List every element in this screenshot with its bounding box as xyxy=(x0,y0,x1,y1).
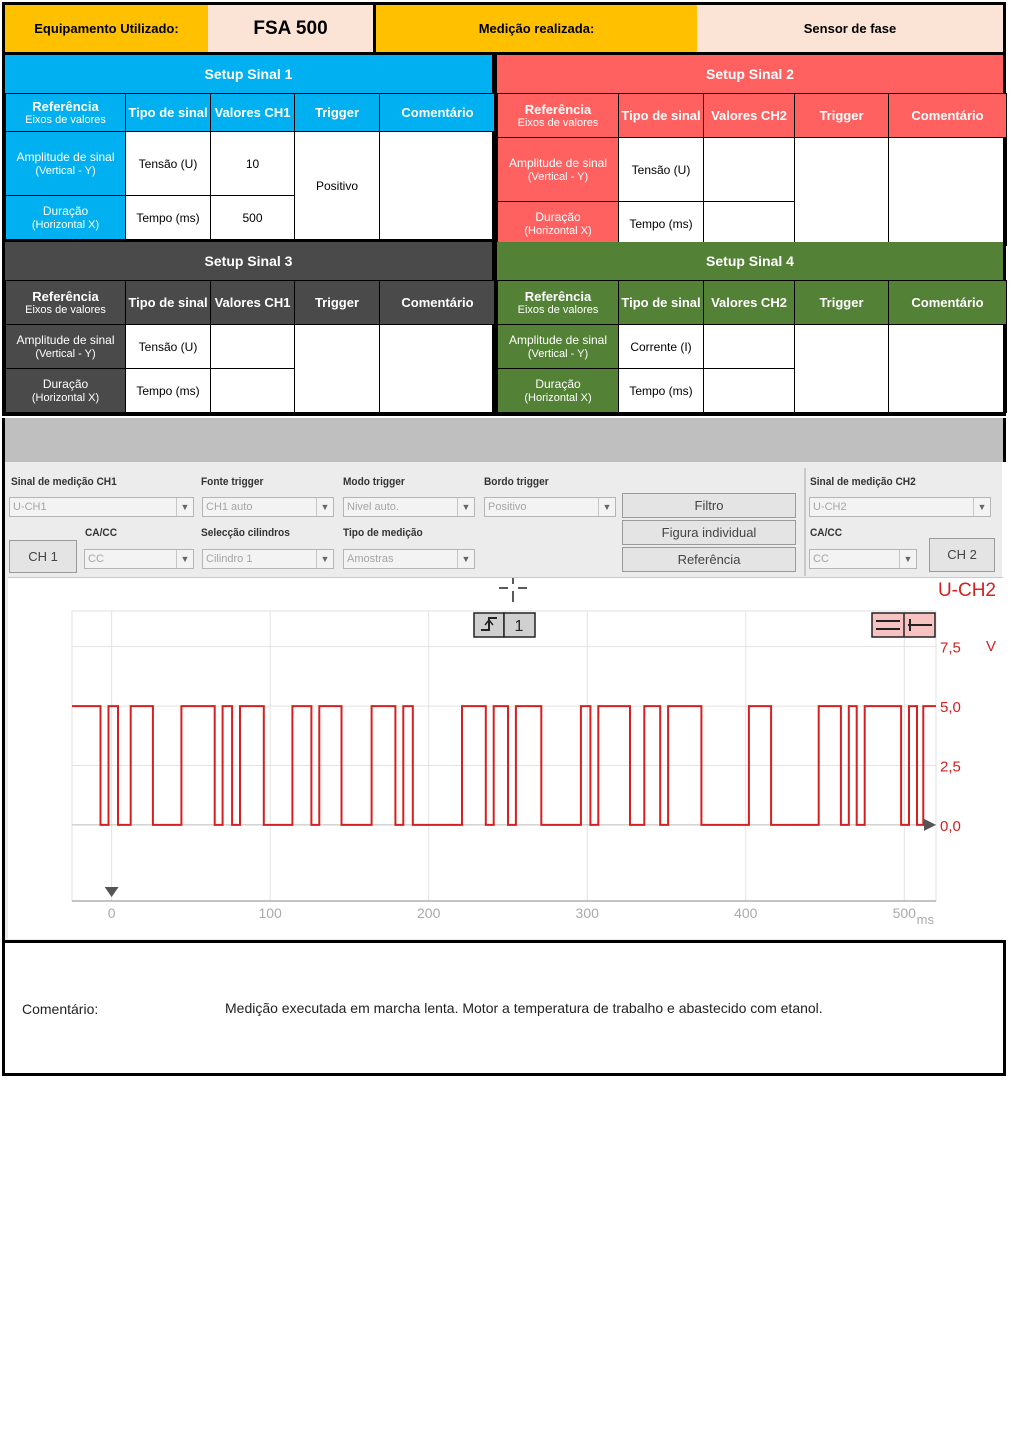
chevron-down-icon: ▼ xyxy=(457,498,474,516)
trigger-mode-label: Modo trigger xyxy=(343,476,405,488)
col-header-ref xyxy=(498,94,619,138)
x-tick-label: 200 xyxy=(417,905,441,921)
row-ref-title: Duração xyxy=(535,209,581,224)
crosshair-icon xyxy=(499,578,527,602)
single-figure-button[interactable]: Figura individual xyxy=(622,520,796,545)
comment-cell xyxy=(380,325,496,413)
row-ref-subtitle: (Horizontal X) xyxy=(524,224,592,237)
cylinder-selection-label: Selecção cilindros xyxy=(201,527,290,539)
signal-type-cell: Tempo (ms) xyxy=(619,202,704,246)
x-axis-ticks xyxy=(108,905,916,921)
signal-type-cell: Tempo (ms) xyxy=(126,369,211,413)
col-ref-subtitle: Eixos de valores xyxy=(517,304,599,316)
row-ref-title: Amplitude de sinal xyxy=(16,149,115,164)
setup-title: Setup Sinal 3 xyxy=(5,242,492,280)
signal-type-cell: Tensão (U) xyxy=(126,132,211,196)
x-tick-label: 500 xyxy=(892,905,916,921)
chevron-down-icon: ▼ xyxy=(899,550,916,568)
table-row xyxy=(498,325,1007,369)
signal-type-cell: Tensão (U) xyxy=(619,138,704,202)
row-ref-subtitle: (Vertical - Y) xyxy=(35,164,96,177)
table-row xyxy=(498,138,1007,202)
col-header-tipo: Tipo de sinal xyxy=(619,94,704,138)
trigger-cell: Positivo xyxy=(295,132,380,240)
row-ref-amplitude xyxy=(498,138,619,202)
setup-table-4 xyxy=(494,242,1006,416)
chevron-down-icon: ▼ xyxy=(457,550,474,568)
scale-control-icon xyxy=(872,613,935,637)
trigger-position-marker xyxy=(105,887,119,897)
trigger-cell xyxy=(295,325,380,413)
cylinder-value: Cilindro 1 xyxy=(206,553,253,565)
signal-type-cell: Corrente (I) xyxy=(619,325,704,369)
row-ref-subtitle: (Horizontal X) xyxy=(524,391,592,404)
x-tick-label: 0 xyxy=(107,905,116,921)
ch1-signal-select[interactable] xyxy=(9,497,194,517)
setup-grid xyxy=(497,93,1007,246)
row-ref-subtitle: (Vertical - Y) xyxy=(35,347,96,360)
value-cell xyxy=(211,369,295,413)
col-ref-subtitle: Eixos de valores xyxy=(25,114,106,126)
plot-grid xyxy=(72,611,936,901)
ch2-signal-select[interactable] xyxy=(809,497,991,517)
setup-grid xyxy=(5,280,496,413)
setup-table-1 xyxy=(2,55,495,243)
col-header-comentario: Comentário xyxy=(380,94,496,132)
comment-cell xyxy=(380,132,496,240)
cylinder-select[interactable] xyxy=(202,549,334,569)
trigger-edge-value: Positivo xyxy=(488,501,527,513)
y-tick-label: 2,5 xyxy=(940,758,961,776)
panel-divider xyxy=(804,468,806,576)
ch2-signal-value: U-CH2 xyxy=(813,501,847,513)
ch1-signal-label: Sinal de medição CH1 xyxy=(11,476,117,488)
acdc2-value: CC xyxy=(813,553,829,565)
col-header-tipo: Tipo de sinal xyxy=(126,94,211,132)
setup-title: Setup Sinal 2 xyxy=(497,55,1003,93)
acdc-select[interactable] xyxy=(84,549,194,569)
row-ref-title: Amplitude de sinal xyxy=(508,155,608,170)
value-cell: 500 xyxy=(211,196,295,240)
setup-grid xyxy=(5,93,496,240)
y-tick-label: 0,0 xyxy=(940,817,961,835)
measurement-type-label: Tipo de medição xyxy=(343,527,423,539)
trigger-source-select[interactable] xyxy=(202,497,334,517)
ch2-button[interactable]: CH 2 xyxy=(929,538,995,572)
comment-text: Medição executada em marcha lenta. Motor a temperatura de trabalho e abastecido com etanol. xyxy=(225,1000,823,1016)
row-ref-title: Amplitude de sinal xyxy=(508,332,608,347)
row-ref-duration xyxy=(498,369,619,413)
acdc2-select[interactable] xyxy=(809,549,917,569)
value-cell xyxy=(211,325,295,369)
signal-type-cell: Tensão (U) xyxy=(126,325,211,369)
table-row xyxy=(6,325,496,369)
y-tick-label: 7,5 xyxy=(940,639,961,657)
col-header-ref xyxy=(6,281,126,325)
row-ref-subtitle: (Vertical - Y) xyxy=(527,347,589,360)
reference-button[interactable]: Referência xyxy=(622,547,796,572)
col-header-comentario: Comentário xyxy=(889,281,1007,325)
row-ref-subtitle: (Horizontal X) xyxy=(31,218,100,231)
col-ref-title: Referência xyxy=(524,289,592,304)
row-ref-subtitle: (Horizontal X) xyxy=(31,391,100,404)
measurement-type-select[interactable] xyxy=(343,549,475,569)
value-cell: 10 xyxy=(211,132,295,196)
trigger-edge-label: Bordo trigger xyxy=(484,476,549,488)
ch1-button[interactable]: CH 1 xyxy=(9,540,77,573)
setup-table-3 xyxy=(2,242,495,416)
setup-grid xyxy=(497,280,1007,413)
col-ref-title: Referência xyxy=(524,102,592,117)
x-tick-label: 400 xyxy=(734,905,758,921)
col-header-ref xyxy=(498,281,619,325)
trigger-source-value: CH1 auto xyxy=(206,501,253,513)
col-header-valores: Valores CH2 xyxy=(704,281,795,325)
row-ref-title: Duração xyxy=(42,203,89,218)
col-header-tipo: Tipo de sinal xyxy=(126,281,211,325)
row-ref-duration xyxy=(6,369,126,413)
row-ref-duration xyxy=(6,196,126,240)
setup-title: Setup Sinal 1 xyxy=(5,55,492,93)
signal-type-cell: Tempo (ms) xyxy=(126,196,211,240)
waveform-chart xyxy=(8,578,1003,940)
comment-cell xyxy=(889,325,1007,413)
value-cell xyxy=(704,369,795,413)
ch1-signal-value: U-CH1 xyxy=(13,501,47,513)
y-unit-label: V xyxy=(985,638,997,655)
oscilloscope-panel xyxy=(2,462,1002,940)
chevron-down-icon: ▼ xyxy=(316,498,333,516)
col-ref-title: Referência xyxy=(32,289,99,304)
value-cell xyxy=(704,325,795,369)
trigger-edge-icon xyxy=(474,613,504,637)
comment-cell xyxy=(889,138,1007,246)
row-ref-amplitude xyxy=(6,325,126,369)
trigger-source-label: Fonte trigger xyxy=(201,476,264,488)
trigger-cell xyxy=(795,138,889,246)
trigger-mode-select[interactable] xyxy=(343,497,475,517)
col-header-comentario: Comentário xyxy=(889,94,1007,138)
table-row xyxy=(6,132,496,196)
row-ref-title: Amplitude de sinal xyxy=(16,332,115,347)
measurement-type-value: Amostras xyxy=(347,553,394,565)
col-ref-subtitle: Eixos de valores xyxy=(25,304,106,316)
col-header-valores: Valores CH1 xyxy=(211,94,295,132)
equipment-label: Equipamento Utilizado: xyxy=(5,5,208,52)
col-header-trigger: Trigger xyxy=(795,281,889,325)
row-ref-amplitude xyxy=(498,325,619,369)
ch2-signal-label: Sinal de medição CH2 xyxy=(810,476,916,488)
y-axis-ticks xyxy=(940,640,961,835)
header-bar xyxy=(2,2,1006,55)
row-ref-amplitude xyxy=(6,132,126,196)
row-ref-subtitle: (Vertical - Y) xyxy=(527,170,589,183)
col-header-ref xyxy=(6,94,126,132)
x-tick-label: 300 xyxy=(575,905,599,921)
separator-band xyxy=(2,418,1006,462)
col-header-trigger: Trigger xyxy=(795,94,889,138)
x-tick-label: 100 xyxy=(258,905,282,921)
trigger-cell xyxy=(795,325,889,413)
col-header-trigger: Trigger xyxy=(295,94,380,132)
chevron-down-icon: ▼ xyxy=(973,498,990,516)
row-ref-title: Duração xyxy=(535,376,581,391)
col-header-comentario: Comentário xyxy=(380,281,496,325)
chevron-down-icon: ▼ xyxy=(598,498,615,516)
row-ref-title: Duração xyxy=(42,376,89,391)
measurement-value: Sensor de fase xyxy=(697,5,1003,52)
signal-type-cell: Tempo (ms) xyxy=(619,369,704,413)
setup-table-2 xyxy=(494,55,1006,249)
setup-title: Setup Sinal 4 xyxy=(497,242,1003,280)
col-ref-subtitle: Eixos de valores xyxy=(517,117,599,129)
channel-title: U-CH2 xyxy=(937,580,996,601)
row-ref-duration xyxy=(498,202,619,246)
chevron-down-icon: ▼ xyxy=(316,550,333,568)
measurement-label: Medição realizada: xyxy=(376,5,697,52)
acdc-value: CC xyxy=(88,553,104,565)
comment-box xyxy=(2,940,1006,1076)
value-cell xyxy=(704,202,795,246)
col-header-valores: Valores CH1 xyxy=(211,281,295,325)
col-ref-title: Referência xyxy=(32,99,99,114)
trigger-mode-value: Nivel auto. xyxy=(347,501,399,513)
value-cell xyxy=(704,138,795,202)
col-header-trigger: Trigger xyxy=(295,281,380,325)
trigger-edge-select[interactable] xyxy=(484,497,616,517)
x-unit-label: ms xyxy=(916,912,934,927)
col-header-tipo: Tipo de sinal xyxy=(619,281,704,325)
trigger-channel-text: 1 xyxy=(514,618,524,635)
comment-label: Comentário: xyxy=(22,1001,99,1017)
equipment-value: FSA 500 xyxy=(208,5,376,52)
filter-button[interactable]: Filtro xyxy=(622,493,796,518)
col-header-valores: Valores CH2 xyxy=(704,94,795,138)
oscilloscope-plot[interactable] xyxy=(8,577,1003,939)
acdc-label: CA/CC xyxy=(85,527,118,539)
plot-frame xyxy=(72,611,936,901)
y-tick-label: 5,0 xyxy=(940,699,961,717)
zero-level-marker xyxy=(924,819,936,831)
chevron-down-icon: ▼ xyxy=(176,498,193,516)
chevron-down-icon: ▼ xyxy=(176,550,193,568)
acdc2-label: CA/CC xyxy=(810,527,843,539)
